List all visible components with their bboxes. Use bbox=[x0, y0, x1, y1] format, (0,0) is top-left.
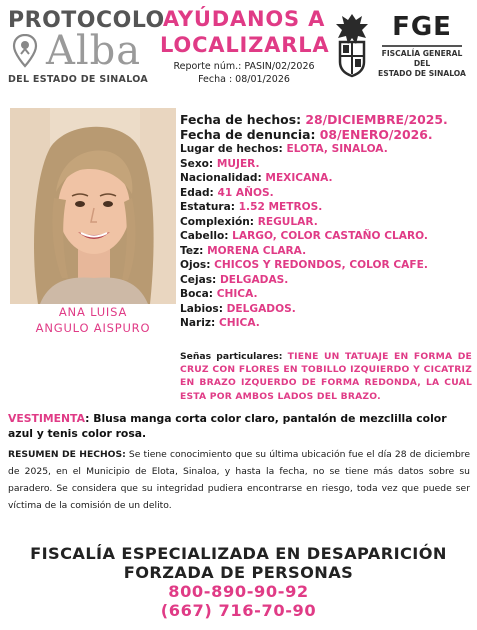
detail-value: REGULAR. bbox=[257, 215, 318, 228]
clothing-value: : Blusa manga corta color claro, pantalón de mezclilla color azul y tenis color rosa. bbox=[8, 412, 447, 440]
summary-of-facts bbox=[8, 446, 470, 514]
footer-agency-line2: FORZADA DE PERSONAS bbox=[123, 563, 354, 582]
detail-label: Nariz: bbox=[180, 317, 219, 329]
help-title-line1: AYÚDANOS A bbox=[162, 7, 326, 31]
detail-label: Edad: bbox=[180, 186, 218, 199]
detail-value: MUJER. bbox=[216, 157, 260, 170]
detail-value: 1.52 METROS. bbox=[238, 201, 323, 213]
detail-row-nacionalidad bbox=[180, 171, 470, 186]
fge-logo bbox=[376, 12, 468, 78]
detail-value: CHICA. bbox=[218, 317, 260, 329]
detail-value: DELGADOS. bbox=[226, 302, 296, 315]
map-pin-icon bbox=[12, 34, 38, 68]
person-first-name: ANA LUISA bbox=[58, 305, 128, 319]
detail-value: CHICOS Y REDONDOS, COLOR CAFE. bbox=[214, 259, 428, 271]
detail-label: Boca: bbox=[180, 288, 217, 300]
detail-label: Lugar de hechos: bbox=[180, 143, 287, 155]
portrait-illustration bbox=[10, 108, 176, 304]
detail-label: Nacionalidad: bbox=[180, 172, 266, 184]
detail-label: Sexo: bbox=[180, 157, 217, 170]
report-number: Reporte núm.: PASIN/02/2026 bbox=[173, 61, 315, 72]
detail-value: DELGADAS. bbox=[219, 273, 289, 286]
footer-phone-tollfree: 800-890-90-92 bbox=[168, 582, 309, 601]
report-meta bbox=[160, 60, 328, 86]
detail-row-labios bbox=[180, 302, 470, 317]
clothing-description bbox=[8, 412, 472, 441]
marks-label: Señas particulares: bbox=[180, 351, 288, 362]
help-title-line2: LOCALIZARLA bbox=[160, 33, 330, 57]
person-last-name: ANGULO AISPURO bbox=[35, 321, 151, 335]
summary-label: RESUMEN DE HECHOS: bbox=[8, 449, 126, 460]
detail-row-complexion bbox=[180, 215, 470, 230]
distinguishing-marks bbox=[180, 350, 472, 403]
logo-alba-text: Alba bbox=[46, 28, 142, 74]
detail-label: Complexión: bbox=[180, 215, 258, 228]
detail-value: MEXICANA. bbox=[265, 172, 333, 184]
detail-label: Fecha de hechos: bbox=[180, 112, 306, 127]
detail-label: Labios: bbox=[180, 302, 227, 315]
detail-label: Ojos: bbox=[180, 259, 215, 271]
detail-value: 28/DICIEMBRE/2025. bbox=[305, 112, 448, 127]
logo-protocolo-text: PROTOCOLO bbox=[8, 8, 165, 33]
detail-row-nariz bbox=[180, 316, 470, 331]
detail-row-cabello bbox=[180, 229, 470, 244]
detail-value: MORENA CLARA. bbox=[207, 244, 307, 257]
footer-agency-line1: FISCALÍA ESPECIALIZADA EN DESAPARICIÓN bbox=[30, 544, 447, 563]
detail-row-edad bbox=[180, 186, 470, 201]
marks-value: TIENE UN TATUAJE EN FORMA DE CRUZ CON FLORES EN TOBILLO IZQUIERDO Y CICATRIZ EN BRAZO IZQUERDO DE FORMA REDONDA, LA CUAL ESTA POR AMBOS LADOS DEL BRAZO. bbox=[180, 351, 473, 402]
detail-label: Estatura: bbox=[180, 201, 239, 213]
detail-value: LARGO, COLOR CASTAÑO CLARO. bbox=[232, 230, 428, 242]
detail-label: Fecha de denuncia: bbox=[180, 127, 320, 142]
detail-row-ojos bbox=[180, 258, 470, 273]
detail-row-boca bbox=[180, 287, 470, 302]
fge-subtitle bbox=[376, 49, 468, 79]
detail-value: CHICA. bbox=[216, 288, 258, 300]
person-name bbox=[10, 304, 176, 336]
detail-row-fecha-hechos bbox=[180, 112, 470, 127]
summary-text: Se tiene conocimiento que su última ubicación fue el día 28 de diciembre de 2025, en el Municipio de Elota, Sinaloa, y hasta la fecha, no se tiene más datos sobre su paradero. Se considera que su integridad pudiera encontrarse en riesgo, toda vez que puede ser víctima de la comisión de un delito. bbox=[8, 449, 470, 511]
detail-row-cejas bbox=[180, 273, 470, 288]
protocolo-alba-logo bbox=[8, 8, 165, 88]
detail-label: Tez: bbox=[180, 244, 208, 257]
state-seal-icon bbox=[332, 12, 372, 78]
help-title bbox=[160, 6, 328, 58]
missing-person-photo bbox=[10, 108, 176, 304]
detail-row-sexo bbox=[180, 157, 470, 172]
detail-row-lugar bbox=[180, 142, 470, 157]
detail-label: Cejas: bbox=[180, 273, 220, 286]
fge-subtitle-line2: ESTADO DE SINALOA bbox=[378, 69, 466, 78]
clothing-label: VESTIMENTA bbox=[8, 412, 86, 425]
fge-divider bbox=[382, 45, 462, 47]
detail-value: 08/ENERO/2026. bbox=[319, 127, 433, 142]
person-details bbox=[180, 112, 470, 331]
detail-value: ELOTA, SINALOA. bbox=[286, 143, 388, 155]
detail-label: Cabello: bbox=[180, 230, 233, 242]
footer-contact bbox=[0, 544, 477, 620]
detail-row-estatura bbox=[180, 200, 470, 215]
detail-row-tez bbox=[180, 244, 470, 259]
fge-subtitle-line1: FISCALÍA GENERAL DEL bbox=[381, 49, 463, 68]
detail-row-fecha-denuncia bbox=[180, 127, 470, 142]
report-date: Fecha : 08/01/2026 bbox=[198, 74, 290, 85]
detail-value: 41 AÑOS. bbox=[217, 186, 274, 199]
logo-subtitle: DEL ESTADO DE SINALOA bbox=[8, 74, 148, 85]
footer-phone-local: (667) 716-70-90 bbox=[160, 601, 317, 620]
fge-letters: FGE bbox=[392, 12, 452, 42]
